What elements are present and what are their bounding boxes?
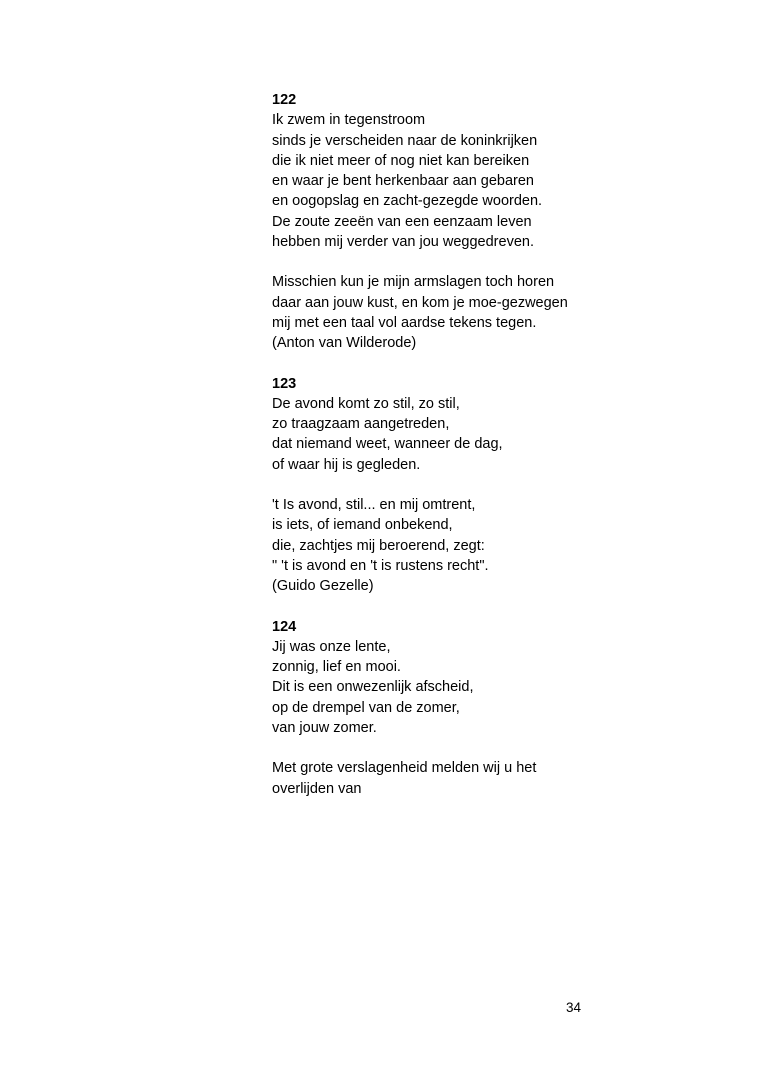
poem-123 — [272, 374, 692, 597]
page-number: 34 — [566, 1000, 582, 1015]
poem-line: Dit is een onwezenlijk afscheid, — [272, 679, 474, 696]
stanza — [272, 272, 692, 353]
stanza — [272, 758, 692, 799]
poem-line: of waar hij is gegleden. — [272, 456, 421, 473]
poem-line: Jij was onze lente, — [272, 638, 391, 655]
stanza — [272, 394, 692, 475]
poem-number: 122 — [272, 92, 297, 108]
poem-line: Misschien kun je mijn armslagen toch horen — [272, 274, 555, 291]
poem-line: daar aan jouw kust, en kom je moe-gezwegen — [272, 294, 568, 311]
poem-line: 't Is avond, stil... en mij omtrent, — [272, 497, 476, 514]
poem-line: Ik zwem in tegenstroom — [272, 112, 426, 129]
poem-line: is iets, of iemand onbekend, — [272, 517, 453, 534]
stanza — [272, 637, 692, 738]
poem-line: De zoute zeeën van een eenzaam leven — [272, 213, 532, 230]
stanza — [272, 495, 692, 596]
poem-line: dat niemand weet, wanneer de dag, — [272, 436, 503, 453]
poem-line: " 't is avond en 't is rustens recht". — [272, 557, 489, 574]
poem-column — [272, 90, 692, 819]
poem-line: en oogopslag en zacht-gezegde woorden. — [272, 193, 543, 210]
poem-line: mij met een taal vol aardse tekens tegen. — [272, 314, 537, 331]
poem-number: 123 — [272, 375, 297, 392]
poem-124 — [272, 617, 692, 799]
poem-line: (Guido Gezelle) — [272, 578, 374, 595]
poem-line: en waar je bent herkenbaar aan gebaren — [272, 173, 534, 190]
poem-line: Met grote verslagenheid melden wij u het — [272, 760, 537, 777]
poem-line: sinds je verscheiden naar de koninkrijken — [272, 132, 538, 149]
poem-number: 124 — [272, 618, 297, 635]
poem-line: (Anton van Wilderode) — [272, 335, 417, 352]
poem-line: zo traagzaam aangetreden, — [272, 416, 450, 433]
poem-line: zonnig, lief en mooi. — [272, 659, 401, 676]
stanza — [272, 110, 692, 252]
poem-122 — [272, 90, 692, 354]
poem-line: die, zachtjes mij beroerend, zegt: — [272, 537, 485, 554]
poem-line: De avond komt zo stil, zo stil, — [272, 395, 460, 412]
poem-line: overlijden van — [272, 780, 362, 797]
poem-line: die ik niet meer of nog niet kan bereiken — [272, 152, 530, 169]
poem-line: op de drempel van de zomer, — [272, 699, 460, 716]
poem-line: van jouw zomer. — [272, 720, 377, 737]
poem-line: hebben mij verder van jou weggedreven. — [272, 234, 534, 251]
